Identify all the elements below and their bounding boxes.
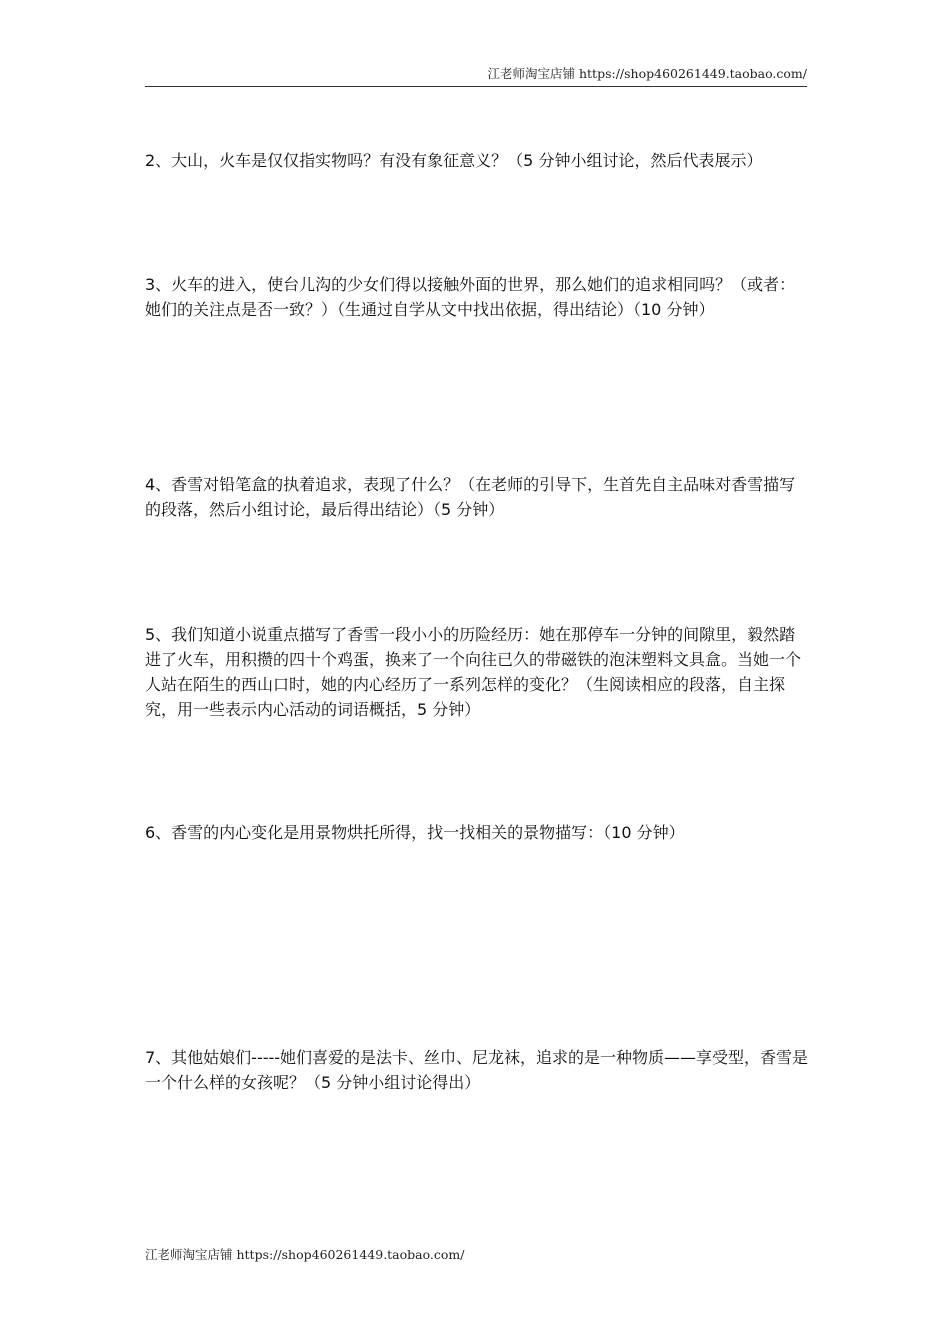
- question-7: 7、其他姑娘们-----她们喜爱的是法卡、丝巾、尼龙袜，追求的是一种物质——享受型，香雪是一个什么样的女孩呢？（5 分钟小组讨论得出）: [145, 1048, 809, 1092]
- question-2: 2、大山，火车是仅仅指实物吗？有没有象征意义？（5 分钟小组讨论，然后代表展示）: [145, 151, 763, 170]
- footer-shop-text: 江老师淘宝店铺 https://shop460261449.taobao.com/: [145, 1247, 465, 1262]
- header-shop-text: 江老师淘宝店铺 https://shop460261449.taobao.com/: [487, 66, 807, 81]
- question-3: 3、火车的进入，使台儿沟的少女们得以接触外面的世界，那么她们的追求相同吗？（或者：她们的关注点是否一致？）（生通过自学从文中找出依据，得出结论）（10 分钟）: [145, 275, 796, 319]
- page-header: [145, 66, 807, 87]
- question-4: 4、香雪对铅笔盒的执着追求，表现了什么？（在老师的引导下，生首先自主品味对香雪描写的段落，然后小组讨论，最后得出结论）（5 分钟）: [145, 475, 796, 519]
- question-6: 6、香雪的内心变化是用景物烘托所得，找一找相关的景物描写：（10 分钟）: [145, 823, 685, 842]
- question-5: 5、我们知道小说重点描写了香雪一段小小的历险经历：她在那停车一分钟的间隙里，毅然踏进了火车，用积攒的四十个鸡蛋，换来了一个向往已久的带磁铁的泡沫塑料文具盒。当她一个人站在陌生的西山口时，她的内心经历了一系列怎样的变化？（生阅读相应的段落，自主探究，用一些表示内心活动的词语概括，5 分钟）: [145, 625, 802, 719]
